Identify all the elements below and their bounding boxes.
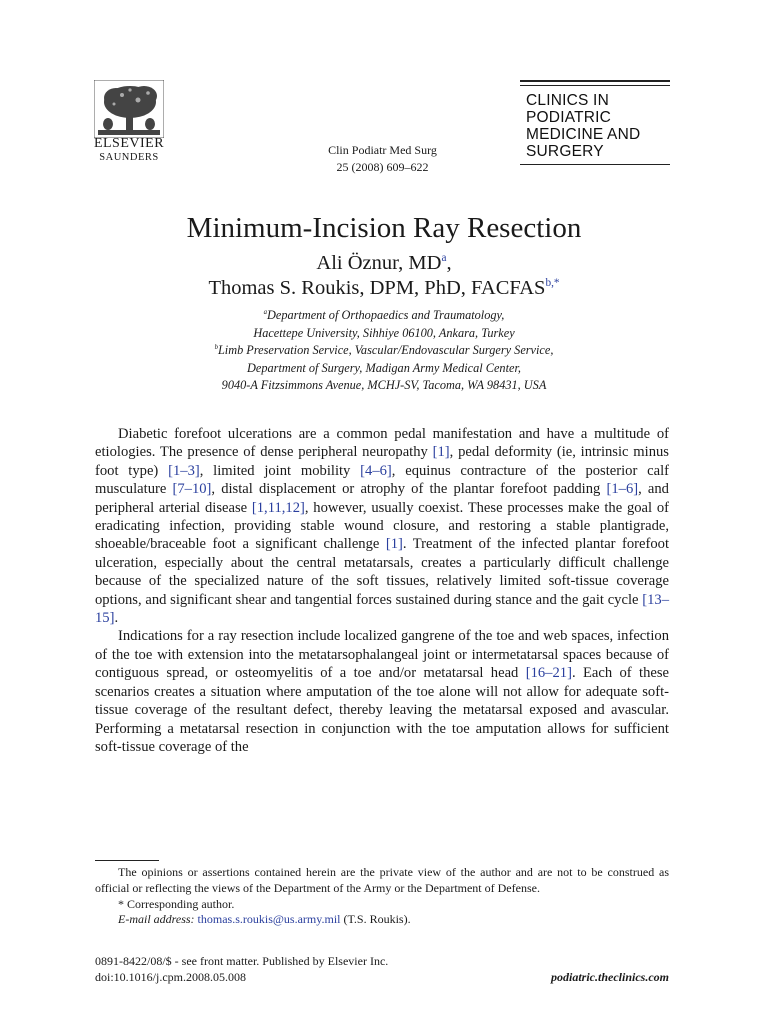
email-suffix: (T.S. Roukis). xyxy=(340,912,411,927)
reference-link[interactable]: [4–6] xyxy=(360,462,392,479)
email-note xyxy=(95,912,669,928)
affiliation-link[interactable]: b,* xyxy=(545,277,560,290)
reference-link[interactable]: [1] xyxy=(432,444,450,461)
journal-rule xyxy=(520,80,670,82)
journal-title xyxy=(526,92,676,160)
author: Ali Öznur, $MD^a$, xyxy=(316,252,452,274)
author xyxy=(0,277,768,300)
footnote-rule xyxy=(95,860,159,861)
elsevier-tree-logo xyxy=(94,80,164,138)
journal-website[interactable]: podiatric.theclinics.com xyxy=(551,970,669,984)
article-title: Minimum-Incision Ray Resection xyxy=(186,212,582,244)
body-paragraph: Diabetic forefoot ulcerations are a common pedal manifestation and have a multitude of etiologies. The presence of dense peripheral neuropathy [1], pedal deformity (ie, intrinsic minus foot type) [1–3], limited joint mobility [4–6], equinus contracture of the posterior calf musculature [7–10], distal displacement or atrophy of the plantar forefoot padding [1–6], and peripheral arterial disease [1,11,12], however, usually coexist. These processes make the goal of eradicating infection, providing stable wound closure, and restoring a stable plantigrade, shoeable/braceable foot a significant challenge [1]. Treatment of the infected plantar forefoot ulceration, especially about the central metatarsals, creates a particularly difficult challenge because of the specialized nature of the soft tissues, relatively limited soft-tissue coverage options, and significant shear and tangential forces sustained during stance and the gait cycle [13–15]. xyxy=(95,426,670,627)
affiliations xyxy=(0,307,768,395)
publication-info xyxy=(95,954,388,985)
body-paragraph: Indications for a ray resection include localized gangrene of the toe and web spaces, infection of the toe with extension into the metatarsophalangeal joint or intermetatarsal spaces because of contiguous spread, or osteomyelitis of a toe and/or metatarsal head [16–21]. Each of these scenarios creates a situation where amputation of the toe alone will not allow for adequate soft-tissue coverage of the resultant defect, thereby leaving the metatarsal exposed and avascular. Performing a metatarsal resection in conjunction with the toe amputation allows for sufficient soft-tissue coverage of the xyxy=(95,628,669,755)
citation-journal: Clin Podiatr Med Surg xyxy=(328,143,437,157)
journal-rule xyxy=(520,164,670,165)
reference-link[interactable]: [1–6] xyxy=(606,481,639,498)
publisher-imprint: SAUNDERS xyxy=(99,152,159,163)
affiliation-link[interactable]: a xyxy=(441,252,447,265)
issn-line: 0891-8422/08/$ - see front matter. Published by Elsevier Inc. xyxy=(95,954,389,968)
author-name: Thomas S. Roukis, DPM, PhD, FACFAS xyxy=(208,277,546,299)
reference-link[interactable]: [1,11,12] xyxy=(251,499,305,516)
reference-link[interactable]: [13–15] xyxy=(95,591,669,627)
journal-rule xyxy=(520,85,670,86)
affiliation-sup: a xyxy=(263,308,267,316)
journal-citation xyxy=(290,142,475,176)
journal-title-line: MEDICINE AND xyxy=(526,126,641,143)
reference-link[interactable]: [1–3] xyxy=(168,462,200,479)
publisher-name: ELSEVIER xyxy=(93,136,165,151)
doi-line: doi:10.1016/j.cpm.2008.05.008 xyxy=(95,969,246,984)
reference-link[interactable]: [1] xyxy=(385,536,403,553)
affiliation-line: Hacettepe University, Sihhiye 06100, Ankara, Turkey xyxy=(253,325,515,340)
reference-link[interactable]: [7–10] xyxy=(172,481,212,498)
affiliation-line: Department of Surgery, Madigan Army Medical Center, xyxy=(247,360,521,375)
affiliation-line: $^b$Limb Preservation Service, Vascular/Endovascular Surgery Service, xyxy=(214,343,554,358)
corresponding-note: * Corresponding author. xyxy=(118,896,235,911)
citation-volume: 25 (2008) 609–622 xyxy=(336,160,429,174)
author-name: Ali Öznur, MD xyxy=(316,252,442,274)
affiliation-line: $^a$Department of Orthopaedics and Traumatology, xyxy=(263,308,505,322)
affiliation-line: 9040-A Fitzsimmons Avenue, MCHJ-SV, Tacoma, WA 98431, USA xyxy=(221,378,547,393)
footnotes xyxy=(95,865,669,928)
affiliation-sup: b xyxy=(214,344,218,352)
email-label: E-mail address: xyxy=(118,912,195,927)
journal-title-line: CLINICS IN xyxy=(526,92,609,109)
reference-link[interactable]: [16–21] xyxy=(525,665,572,682)
journal-title-line: PODIATRIC xyxy=(526,109,612,126)
email-link[interactable]: thomas.s.roukis@us.army.mil xyxy=(197,912,341,927)
disclaimer-note: The opinions or assertions contained herein are the private view of the author and are not to be construed as official or reflecting the views of the Department of the Army or the Department of Defense. xyxy=(95,865,669,895)
journal-title-line: SURGERY xyxy=(526,143,604,160)
article-body xyxy=(95,425,669,756)
